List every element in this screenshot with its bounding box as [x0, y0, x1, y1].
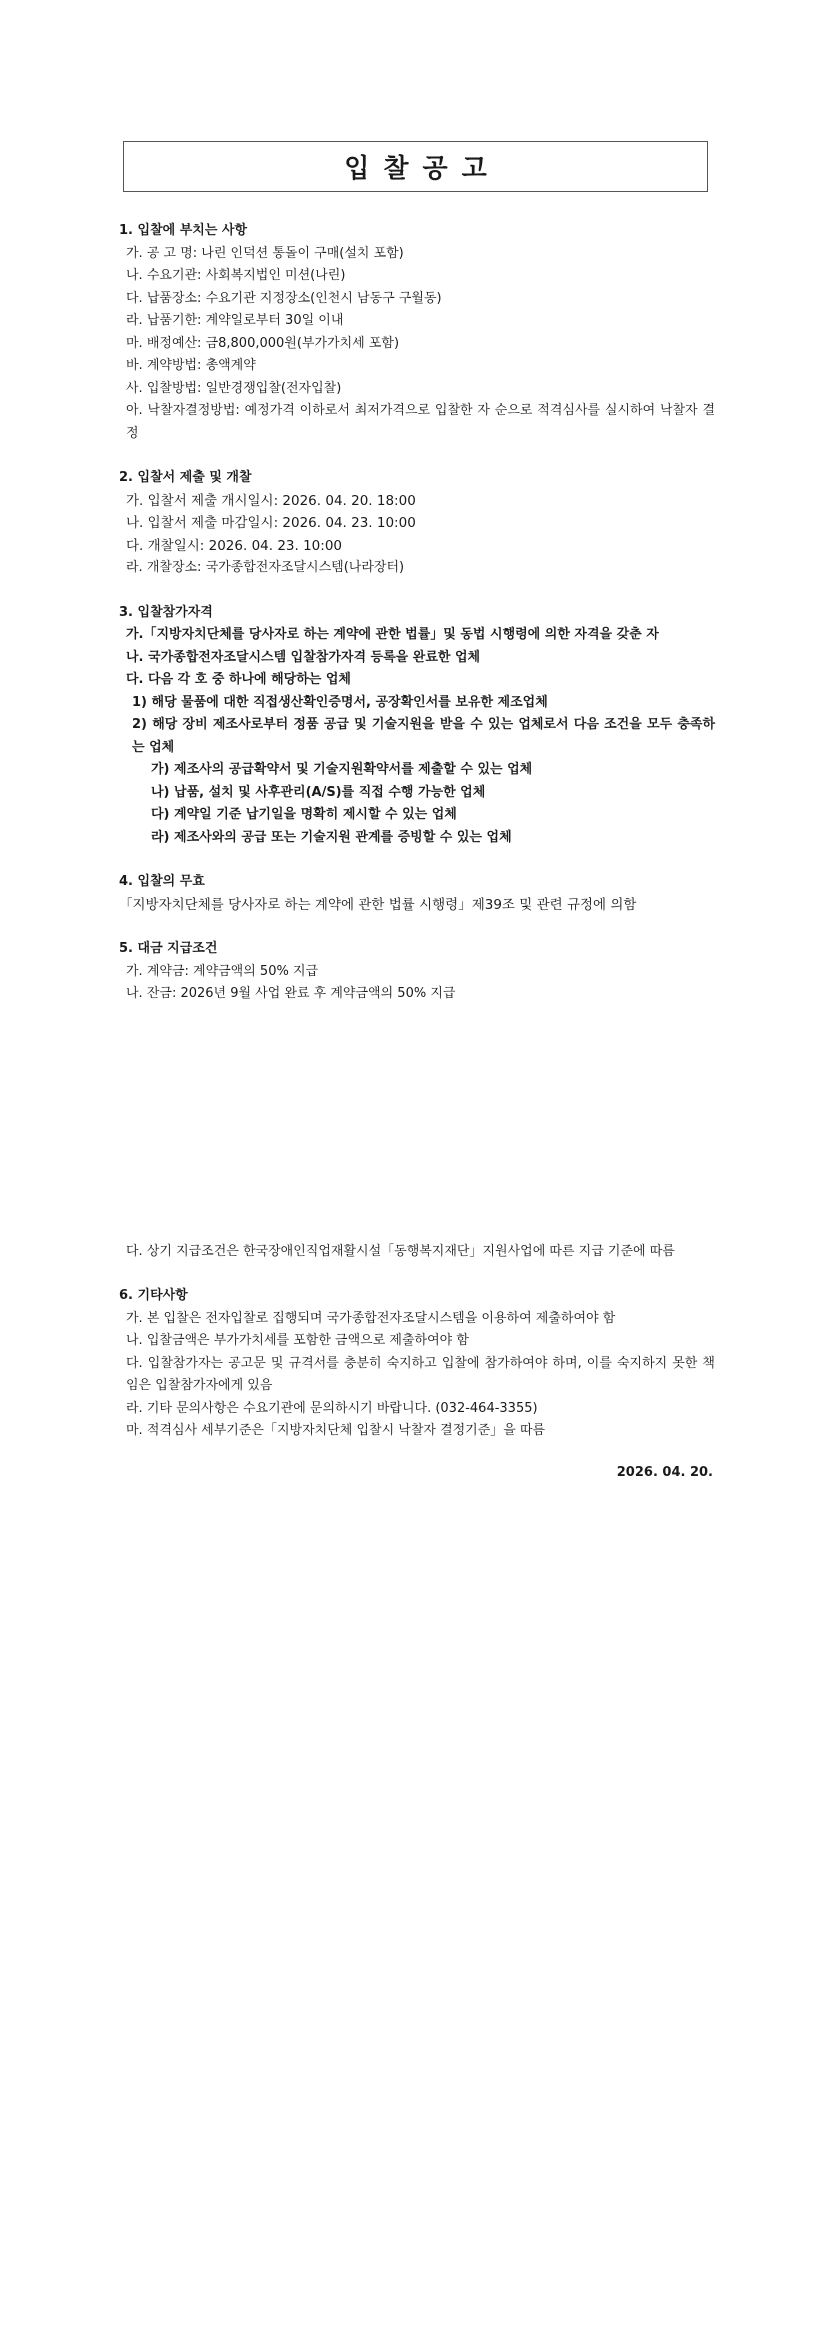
s2-item-na: 나. 입찰서 제출 마감일시: 2026. 04. 23. 10:00: [126, 515, 416, 531]
s1-item-ba: 바. 계약방법: 총액계약: [126, 358, 256, 373]
section-3-heading: 3. 입찰참가자격: [119, 604, 213, 620]
notice-date: 2026. 04. 20.: [616, 1464, 713, 1480]
s3-subsub-da: 다) 계약일 기준 납기일을 명확히 제시할 수 있는 업체: [151, 807, 457, 822]
s5-item-ga: 가. 계약금: 계약금액의 50% 지급: [126, 963, 319, 979]
s6-item-ma: 마. 적격심사 세부기준은「지방자치단체 입찰시 낙찰자 결정기준」을 따름: [126, 1423, 546, 1438]
s1-item-ga: 가. 공 고 명: 나린 인덕션 통돌이 구매(설치 포함): [126, 245, 404, 261]
s4-text: 「지방자치단체를 당사자로 하는 계약에 관한 법률 시행령」제39조 및 관련 규정에 의함: [119, 896, 637, 913]
s6-item-da: 다. 입찰참가자는 공고문 및 규격서를 충분히 숙지하고 입찰에 참가하여야 하며, 이를 숙지하지 못한 책임은 입찰참가자에게 있음: [126, 1355, 715, 1393]
s3-item-na: 나. 국가종합전자조달시스템 입찰참가자격 등록을 완료한 업체: [126, 649, 481, 665]
s3-item-da: 다. 다음 각 호 중 하나에 해당하는 업체: [126, 672, 351, 687]
s3-subsub-ra: 라) 제조사와의 공급 또는 기술지원 관계를 증빙할 수 있는 업체: [151, 829, 512, 845]
s6-item-ga: 가. 본 입찰은 전자입찰로 집행되며 국가종합전자조달시스템을 이용하여 제출하여야 함: [126, 1310, 616, 1326]
s1-item-a: 아. 낙찰자결정방법: 예정가격 이하로서 최저가격으로 입찰한 자 순으로 적격심사를 실시하여 낙찰자 결정: [126, 403, 715, 441]
s3-subsub-ga: 가) 제조사의 공급확약서 및 기술지원확약서를 제출할 수 있는 업체: [151, 762, 533, 777]
page-title: 입찰공고: [344, 154, 501, 184]
s3-sub-1: 1) 해당 물품에 대한 직접생산확인증명서, 공장확인서를 보유한 제조업체: [132, 694, 548, 710]
s5-item-na: 나. 잔금: 2026년 9월 사업 완료 후 계약금액의 50% 지급: [126, 986, 456, 1001]
notice-body: [119, 220, 715, 1497]
title-box: [123, 141, 708, 192]
s2-item-da: 다. 개찰일시: 2026. 04. 23. 10:00: [126, 537, 342, 554]
s2-item-ra: 라. 개찰장소: 국가종합전자조달시스템(나라장터): [126, 560, 405, 575]
s1-item-sa: 사. 입찰방법: 일반경쟁입찰(전자입찰): [126, 380, 342, 396]
s3-item-ga: 가.「지방자치단체를 당사자로 하는 계약에 관한 법률」및 동법 시행령에 의한 자격을 갖춘 자: [126, 627, 659, 642]
s5-item-da: 다. 상기 지급조건은 한국장애인직업재활시설「동행복지재단」지원사업에 따른 지급 기준에 따름: [126, 1243, 675, 1259]
section-2-heading: 2. 입찰서 제출 및 개찰: [119, 470, 252, 485]
s6-item-ra: 라. 기타 문의사항은 수요기관에 문의하시기 바랍니다. (032-464-3355): [126, 1400, 538, 1416]
s3-subsub-na: 나) 납품, 설치 및 사후관리(A/S)를 직접 수행 가능한 업체: [151, 784, 486, 800]
s1-item-na: 나. 수요기관: 사회복지법인 미션(나린): [126, 268, 346, 283]
s6-item-na: 나. 입찰금액은 부가가치세를 포함한 금액으로 제출하여야 함: [126, 1333, 469, 1348]
s1-item-ra: 라. 납품기한: 계약일로부터 30일 이내: [126, 313, 344, 328]
s2-item-ga: 가. 입찰서 제출 개시일시: 2026. 04. 20. 18:00: [126, 492, 416, 509]
section-4-heading: 4. 입찰의 무효: [119, 874, 205, 889]
s1-item-da: 다. 납품장소: 수요기관 지정장소(인천시 남동구 구월동): [126, 290, 442, 306]
section-5-heading: 5. 대금 지급조건: [119, 941, 218, 956]
section-1-heading: 1. 입찰에 부치는 사항: [119, 223, 248, 238]
s3-sub-2: 2) 해당 장비 제조사로부터 정품 공급 및 기술지원을 받을 수 있는 업체로서 다음 조건을 모두 충족하는 업체: [132, 717, 715, 755]
s1-item-ma: 마. 배정예산: 금8,800,000원(부가가치세 포함): [126, 335, 400, 351]
blank-space: [119, 1006, 715, 1241]
section-6-heading: 6. 기타사항: [119, 1288, 188, 1303]
